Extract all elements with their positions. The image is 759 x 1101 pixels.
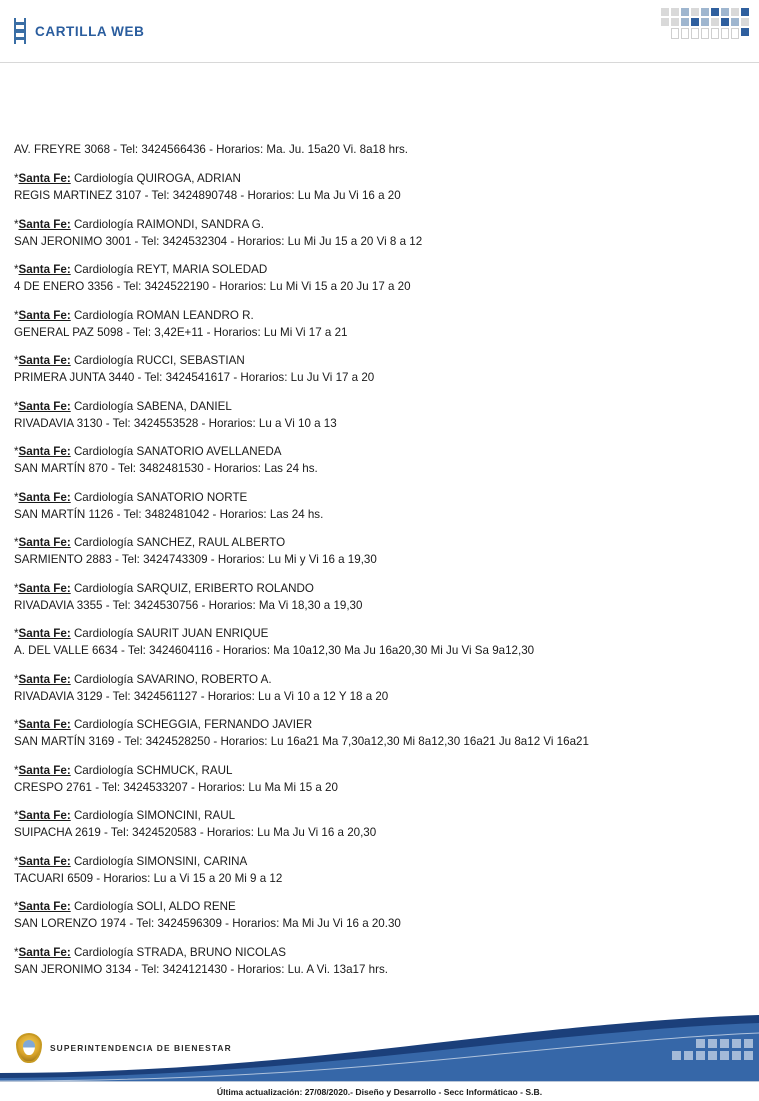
page-footer — [0, 1015, 759, 1101]
entry-asterisk: * — [14, 399, 19, 413]
entry-doctor-name: SIMONSINI, CARINA — [136, 854, 248, 868]
entry-province: Santa Fe: — [18, 445, 71, 458]
entry-specialty: Cardiología — [73, 354, 134, 367]
entry-heading — [14, 170, 745, 187]
entry-details: SAN MARTÍN 870 - Tel: 3482481530 - Horarios: Las 24 hs. — [14, 462, 318, 475]
entry-doctor-name: QUIROGA, ADRIAN — [136, 172, 241, 185]
entry-details: SAN MARTÍN 3169 - Tel: 3424528250 - Horarios: Lu 16a21 Ma 7,30a12,30 Mi 8a12,30 16a21 Ju 8a12 Vi 16a21 — [14, 735, 589, 748]
entry-list — [14, 170, 745, 978]
entry-asterisk: * — [14, 627, 19, 640]
entry-doctor-name: RAIMONDI, SANDRA G. — [136, 217, 265, 231]
entry-province: Santa Fe: — [18, 490, 71, 504]
listing-entry — [14, 853, 745, 887]
directory-listing — [0, 63, 759, 978]
listing-entry — [14, 534, 745, 568]
entry-details: 4 DE ENERO 3356 - Tel: 3424522190 - Horarios: Lu Mi Vi 15 a 20 Ju 17 a 20 — [14, 280, 411, 293]
entry-details: SAN LORENZO 1974 - Tel: 3424596309 - Horarios: Ma Mi Ju Vi 16 a 20.30 — [14, 917, 401, 930]
entry-doctor-name: SARQUIZ, ERIBERTO ROLANDO — [136, 581, 314, 595]
entry-doctor-name: SABENA, DANIEL — [136, 399, 232, 413]
entry-heading — [14, 489, 745, 506]
entry-asterisk: * — [14, 581, 19, 595]
cartilla-web-logo-icon — [14, 18, 26, 44]
entry-doctor-name: REYT, MARIA SOLEDAD — [136, 263, 268, 276]
listing-entry — [14, 170, 745, 204]
entry-details: A. DEL VALLE 6634 - Tel: 3424604116 - Horarios: Ma 10a12,30 Ma Ju 16a20,30 Mi Ju Vi Sa 9a12,30 — [14, 644, 535, 657]
page-title: CARTILLA WEB — [35, 23, 145, 39]
last-update-text: Última actualización: 27/08/2020.- Diseño y Desarrollo - Secc Informáticao - S.B. — [216, 1086, 543, 1097]
entry-province: Santa Fe: — [18, 217, 71, 231]
entry-doctor-name: SOLI, ALDO RENE — [136, 900, 236, 913]
entry-specialty: Cardiología — [73, 490, 134, 504]
entry-details: SUIPACHA 2619 - Tel: 3424520583 - Horarios: Lu Ma Ju Vi 16 a 20,30 — [14, 826, 377, 839]
organization-name: SUPERINTENDENCIA DE BIENESTAR — [50, 1043, 232, 1053]
entry-heading — [14, 671, 745, 688]
entry-asterisk: * — [14, 809, 19, 822]
entry-heading — [14, 398, 745, 415]
entry-doctor-name: SIMONCINI, RAUL — [136, 809, 236, 822]
entry-details: SAN JERONIMO 3134 - Tel: 3424121430 - Horarios: Lu. A Vi. 13a17 hrs. — [14, 962, 388, 976]
entry-asterisk: * — [14, 490, 19, 504]
entry-asterisk: * — [14, 536, 19, 549]
listing-entry — [14, 807, 745, 841]
entry-details: SAN MARTÍN 1126 - Tel: 3482481042 - Horarios: Las 24 hs. — [14, 507, 324, 521]
entry-specialty: Cardiología — [73, 854, 134, 868]
entry-doctor-name: SCHMUCK, RAUL — [136, 763, 233, 777]
entry-specialty: Cardiología — [73, 627, 134, 640]
entry-specialty: Cardiología — [73, 263, 134, 276]
entry-asterisk: * — [14, 763, 19, 777]
entry-province: Santa Fe: — [18, 945, 71, 959]
listing-entry — [14, 944, 745, 978]
entry-details: SAN JERONIMO 3001 - Tel: 3424532304 - Horarios: Lu Mi Ju 15 a 20 Vi 8 a 12 — [14, 234, 423, 248]
entry-province: Santa Fe: — [18, 581, 71, 595]
entry-province: Santa Fe: — [18, 627, 71, 640]
entry-asterisk: * — [14, 263, 19, 276]
entry-province: Santa Fe: — [18, 308, 71, 322]
header-decoration-icon — [639, 8, 749, 52]
listing-entry — [14, 398, 745, 432]
entry-heading — [14, 352, 745, 369]
entry-province: Santa Fe: — [18, 354, 71, 367]
entry-doctor-name: SCHEGGIA, FERNANDO JAVIER — [136, 718, 313, 731]
entry-asterisk: * — [14, 854, 19, 868]
entry-specialty: Cardiología — [73, 672, 134, 686]
entry-specialty: Cardiología — [73, 581, 134, 595]
entry-heading — [14, 534, 745, 551]
brand-block — [14, 18, 144, 44]
entry-doctor-name: SAVARINO, ROBERTO A. — [136, 672, 272, 686]
listing-entry — [14, 898, 745, 932]
entry-specialty: Cardiología — [73, 718, 134, 731]
page-header — [0, 0, 759, 63]
entry-asterisk: * — [14, 172, 19, 185]
entry-specialty: Cardiología — [73, 217, 134, 231]
entry-heading — [14, 898, 745, 915]
listing-entry — [14, 216, 745, 250]
entry-details: SARMIENTO 2883 - Tel: 3424743309 - Horarios: Lu Mi y Vi 16 a 19,30 — [14, 553, 377, 566]
entry-asterisk: * — [14, 945, 19, 959]
entry-doctor-name: RUCCI, SEBASTIAN — [136, 354, 245, 367]
entry-specialty: Cardiología — [73, 809, 134, 822]
entry-specialty: Cardiología — [73, 536, 134, 549]
entry-heading — [14, 261, 745, 278]
listing-entry — [14, 716, 745, 750]
listing-entry — [14, 580, 745, 614]
entry-heading — [14, 944, 745, 961]
entry-province: Santa Fe: — [18, 763, 71, 777]
footer-update-bar — [0, 1081, 759, 1101]
entry-province: Santa Fe: — [18, 809, 71, 822]
entry-province: Santa Fe: — [18, 672, 71, 686]
entry-details: RIVADAVIA 3130 - Tel: 3424553528 - Horarios: Lu a Vi 10 a 13 — [14, 416, 337, 430]
entry-heading — [14, 807, 745, 824]
entry-doctor-name: ROMAN LEANDRO R. — [136, 308, 254, 322]
entry-heading — [14, 580, 745, 597]
entry-doctor-name: SAURIT JUAN ENRIQUE — [136, 627, 269, 640]
entry-doctor-name: SANCHEZ, RAUL ALBERTO — [136, 536, 286, 549]
entry-details: RIVADAVIA 3355 - Tel: 3424530756 - Horarios: Ma Vi 18,30 a 19,30 — [14, 598, 363, 612]
entry-heading — [14, 216, 745, 233]
listing-entry — [14, 762, 745, 796]
organization-block — [16, 1033, 232, 1063]
entry-doctor-name: SANATORIO AVELLANEDA — [136, 445, 282, 458]
entry-heading — [14, 762, 745, 779]
entry-specialty: Cardiología — [73, 399, 134, 413]
entry-province: Santa Fe: — [18, 854, 71, 868]
entry-specialty: Cardiología — [73, 172, 134, 185]
entry-asterisk: * — [14, 718, 19, 731]
entry-details: RIVADAVIA 3129 - Tel: 3424561127 - Horarios: Lu a Vi 10 a 12 Y 18 a 20 — [14, 689, 389, 703]
listing-entry — [14, 261, 745, 295]
entry-heading — [14, 853, 745, 870]
entry-asterisk: * — [14, 445, 19, 458]
entry-province: Santa Fe: — [18, 900, 71, 913]
entry-specialty: Cardiología — [73, 763, 134, 777]
entry-doctor-name: STRADA, BRUNO NICOLAS — [136, 945, 286, 959]
entry-heading — [14, 443, 745, 460]
entry-specialty: Cardiología — [73, 945, 134, 959]
listing-entry — [14, 443, 745, 477]
entry-asterisk: * — [14, 217, 19, 231]
listing-entry — [14, 489, 745, 523]
entry-asterisk: * — [14, 308, 19, 322]
entry-asterisk: * — [14, 672, 19, 686]
entry-details: CRESPO 2761 - Tel: 3424533207 - Horarios: Lu Ma Mi 15 a 20 — [14, 780, 338, 794]
institutional-crest-icon — [16, 1033, 42, 1063]
entry-asterisk: * — [14, 900, 19, 913]
listing-entry — [14, 671, 745, 705]
entry-doctor-name: SANATORIO NORTE — [136, 490, 248, 504]
entry-specialty: Cardiología — [73, 308, 134, 322]
entry-heading — [14, 307, 745, 324]
entry-details: PRIMERA JUNTA 3440 - Tel: 3424541617 - Horarios: Lu Ju Vi 17 a 20 — [14, 371, 375, 384]
entry-specialty: Cardiología — [73, 445, 134, 458]
entry-details: REGIS MARTINEZ 3107 - Tel: 3424890748 - Horarios: Lu Ma Ju Vi 16 a 20 — [14, 189, 401, 202]
entry-details: TACUARI 6509 - Horarios: Lu a Vi 15 a 20 Mi 9 a 12 — [14, 871, 283, 885]
footer-decoration-icon — [503, 1039, 753, 1079]
listing-entry — [14, 307, 745, 341]
continued-entry-line: AV. FREYRE 3068 - Tel: 3424566436 - Horarios: Ma. Ju. 15a20 Vi. 8a18 hrs. — [14, 143, 408, 156]
entry-heading — [14, 716, 745, 733]
entry-province: Santa Fe: — [18, 536, 71, 549]
listing-entry — [14, 352, 745, 386]
entry-province: Santa Fe: — [18, 172, 71, 185]
entry-heading — [14, 625, 745, 642]
entry-province: Santa Fe: — [18, 399, 71, 413]
entry-specialty: Cardiología — [73, 900, 134, 913]
entry-province: Santa Fe: — [18, 263, 71, 276]
listing-entry — [14, 625, 745, 659]
entry-asterisk: * — [14, 354, 19, 367]
entry-details: GENERAL PAZ 5098 - Tel: 3,42E+11 - Horarios: Lu Mi Vi 17 a 21 — [14, 325, 348, 339]
entry-province: Santa Fe: — [18, 718, 71, 731]
